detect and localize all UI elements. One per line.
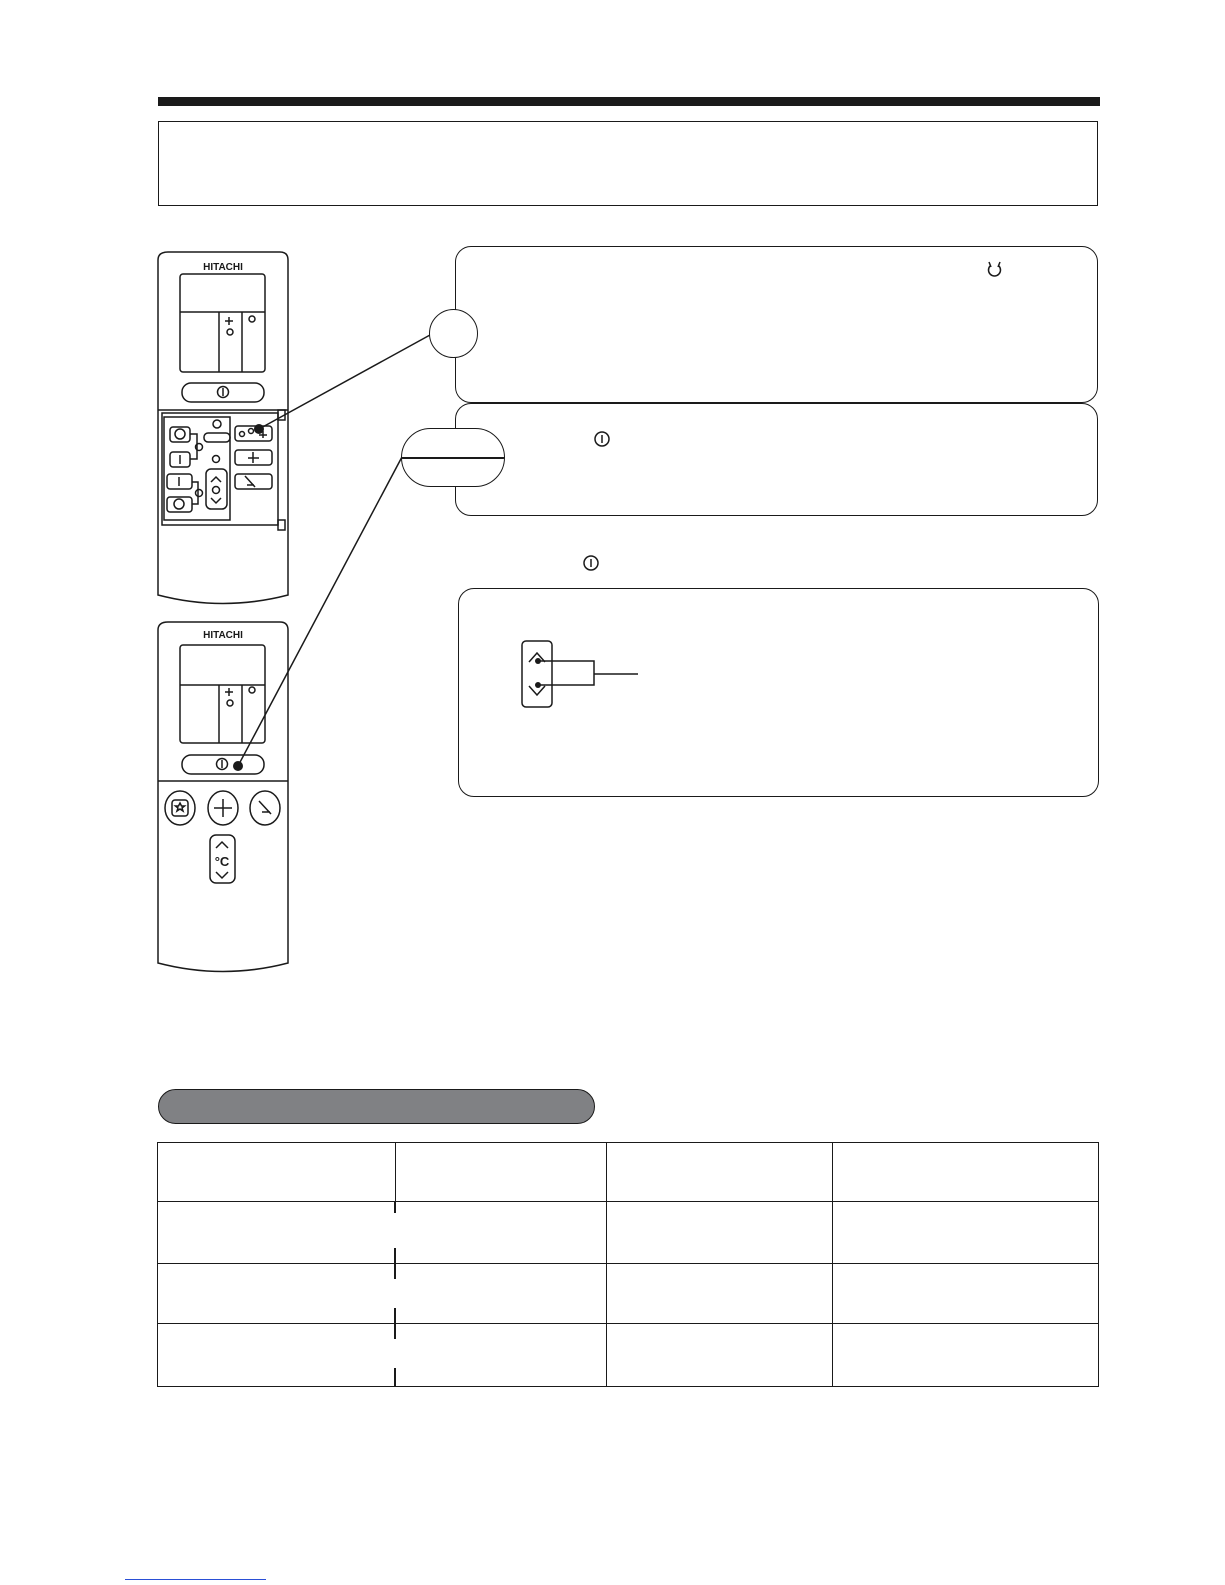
temperature-unit: °C: [214, 854, 230, 869]
table-cell: [833, 1202, 1099, 1264]
power-icon: [593, 430, 611, 448]
mode-button[interactable]: [235, 426, 272, 441]
timer-icon: [213, 420, 221, 428]
divider-tick: [394, 1263, 396, 1279]
table-cell: [396, 1202, 607, 1264]
up-arrow-icon: [216, 842, 228, 848]
divider-tick: [394, 1323, 396, 1339]
swing-button[interactable]: [235, 474, 272, 489]
settings-table: [157, 1142, 1099, 1387]
section-heading-bar: [158, 1089, 595, 1124]
remote-lower: [158, 622, 288, 972]
table-cell: [396, 1143, 607, 1202]
brand-logo-top: HITACHI: [203, 262, 243, 273]
table-cell: [158, 1324, 396, 1387]
table-row: [158, 1324, 1099, 1387]
divider-tick: [394, 1368, 396, 1386]
table-cell: [607, 1143, 833, 1202]
table-cell: [607, 1264, 833, 1324]
display-screen-upper: [180, 274, 265, 372]
callout-box-power: [455, 403, 1098, 516]
down-arrow-icon: [216, 872, 228, 878]
swing-icon: [227, 329, 233, 335]
fan-icon: [248, 452, 259, 463]
remote-upper: [158, 252, 288, 604]
table-cell: [396, 1324, 607, 1387]
swing-icon: [985, 260, 1005, 282]
star-icon: [176, 803, 185, 811]
fan-icon: [214, 799, 232, 817]
table-cell: [607, 1202, 833, 1264]
power-icon: [582, 554, 600, 572]
sleep-icon: [213, 456, 220, 463]
up-arrow-icon: [211, 477, 221, 482]
temp-button-diagram: [518, 638, 643, 710]
down-arrow-icon: [211, 498, 221, 503]
cancel-button[interactable]: [204, 433, 230, 442]
timer-icon: [249, 316, 255, 322]
step-oval: [401, 428, 505, 487]
divider-tick: [394, 1201, 396, 1213]
footer-link-underline[interactable]: [125, 1579, 266, 1580]
table-row: [158, 1264, 1099, 1324]
mode-button-round[interactable]: [165, 791, 195, 825]
table-cell: [833, 1143, 1099, 1202]
display-screen-lower: [180, 645, 265, 743]
brand-logo-bottom: HITACHI: [203, 630, 243, 641]
fan-icon: [225, 317, 233, 325]
callout-line-mode: [259, 335, 430, 429]
callout-line-power: [238, 455, 403, 766]
table-row: [158, 1202, 1099, 1264]
swing-icon: [245, 476, 255, 487]
divider-tick: [394, 1308, 396, 1324]
table-cell: [158, 1143, 396, 1202]
table-cell: [158, 1264, 396, 1324]
table-cell: [396, 1264, 607, 1324]
fan-icon: [225, 688, 233, 696]
table-cell: [158, 1202, 396, 1264]
table-cell: [607, 1324, 833, 1387]
table-header-row: [158, 1143, 1099, 1202]
table-cell: [833, 1324, 1099, 1387]
swing-icon: [259, 801, 271, 814]
divider-tick: [394, 1248, 396, 1264]
step-circle: [429, 309, 478, 358]
table-cell: [833, 1264, 1099, 1324]
temperature-button: [522, 641, 552, 707]
